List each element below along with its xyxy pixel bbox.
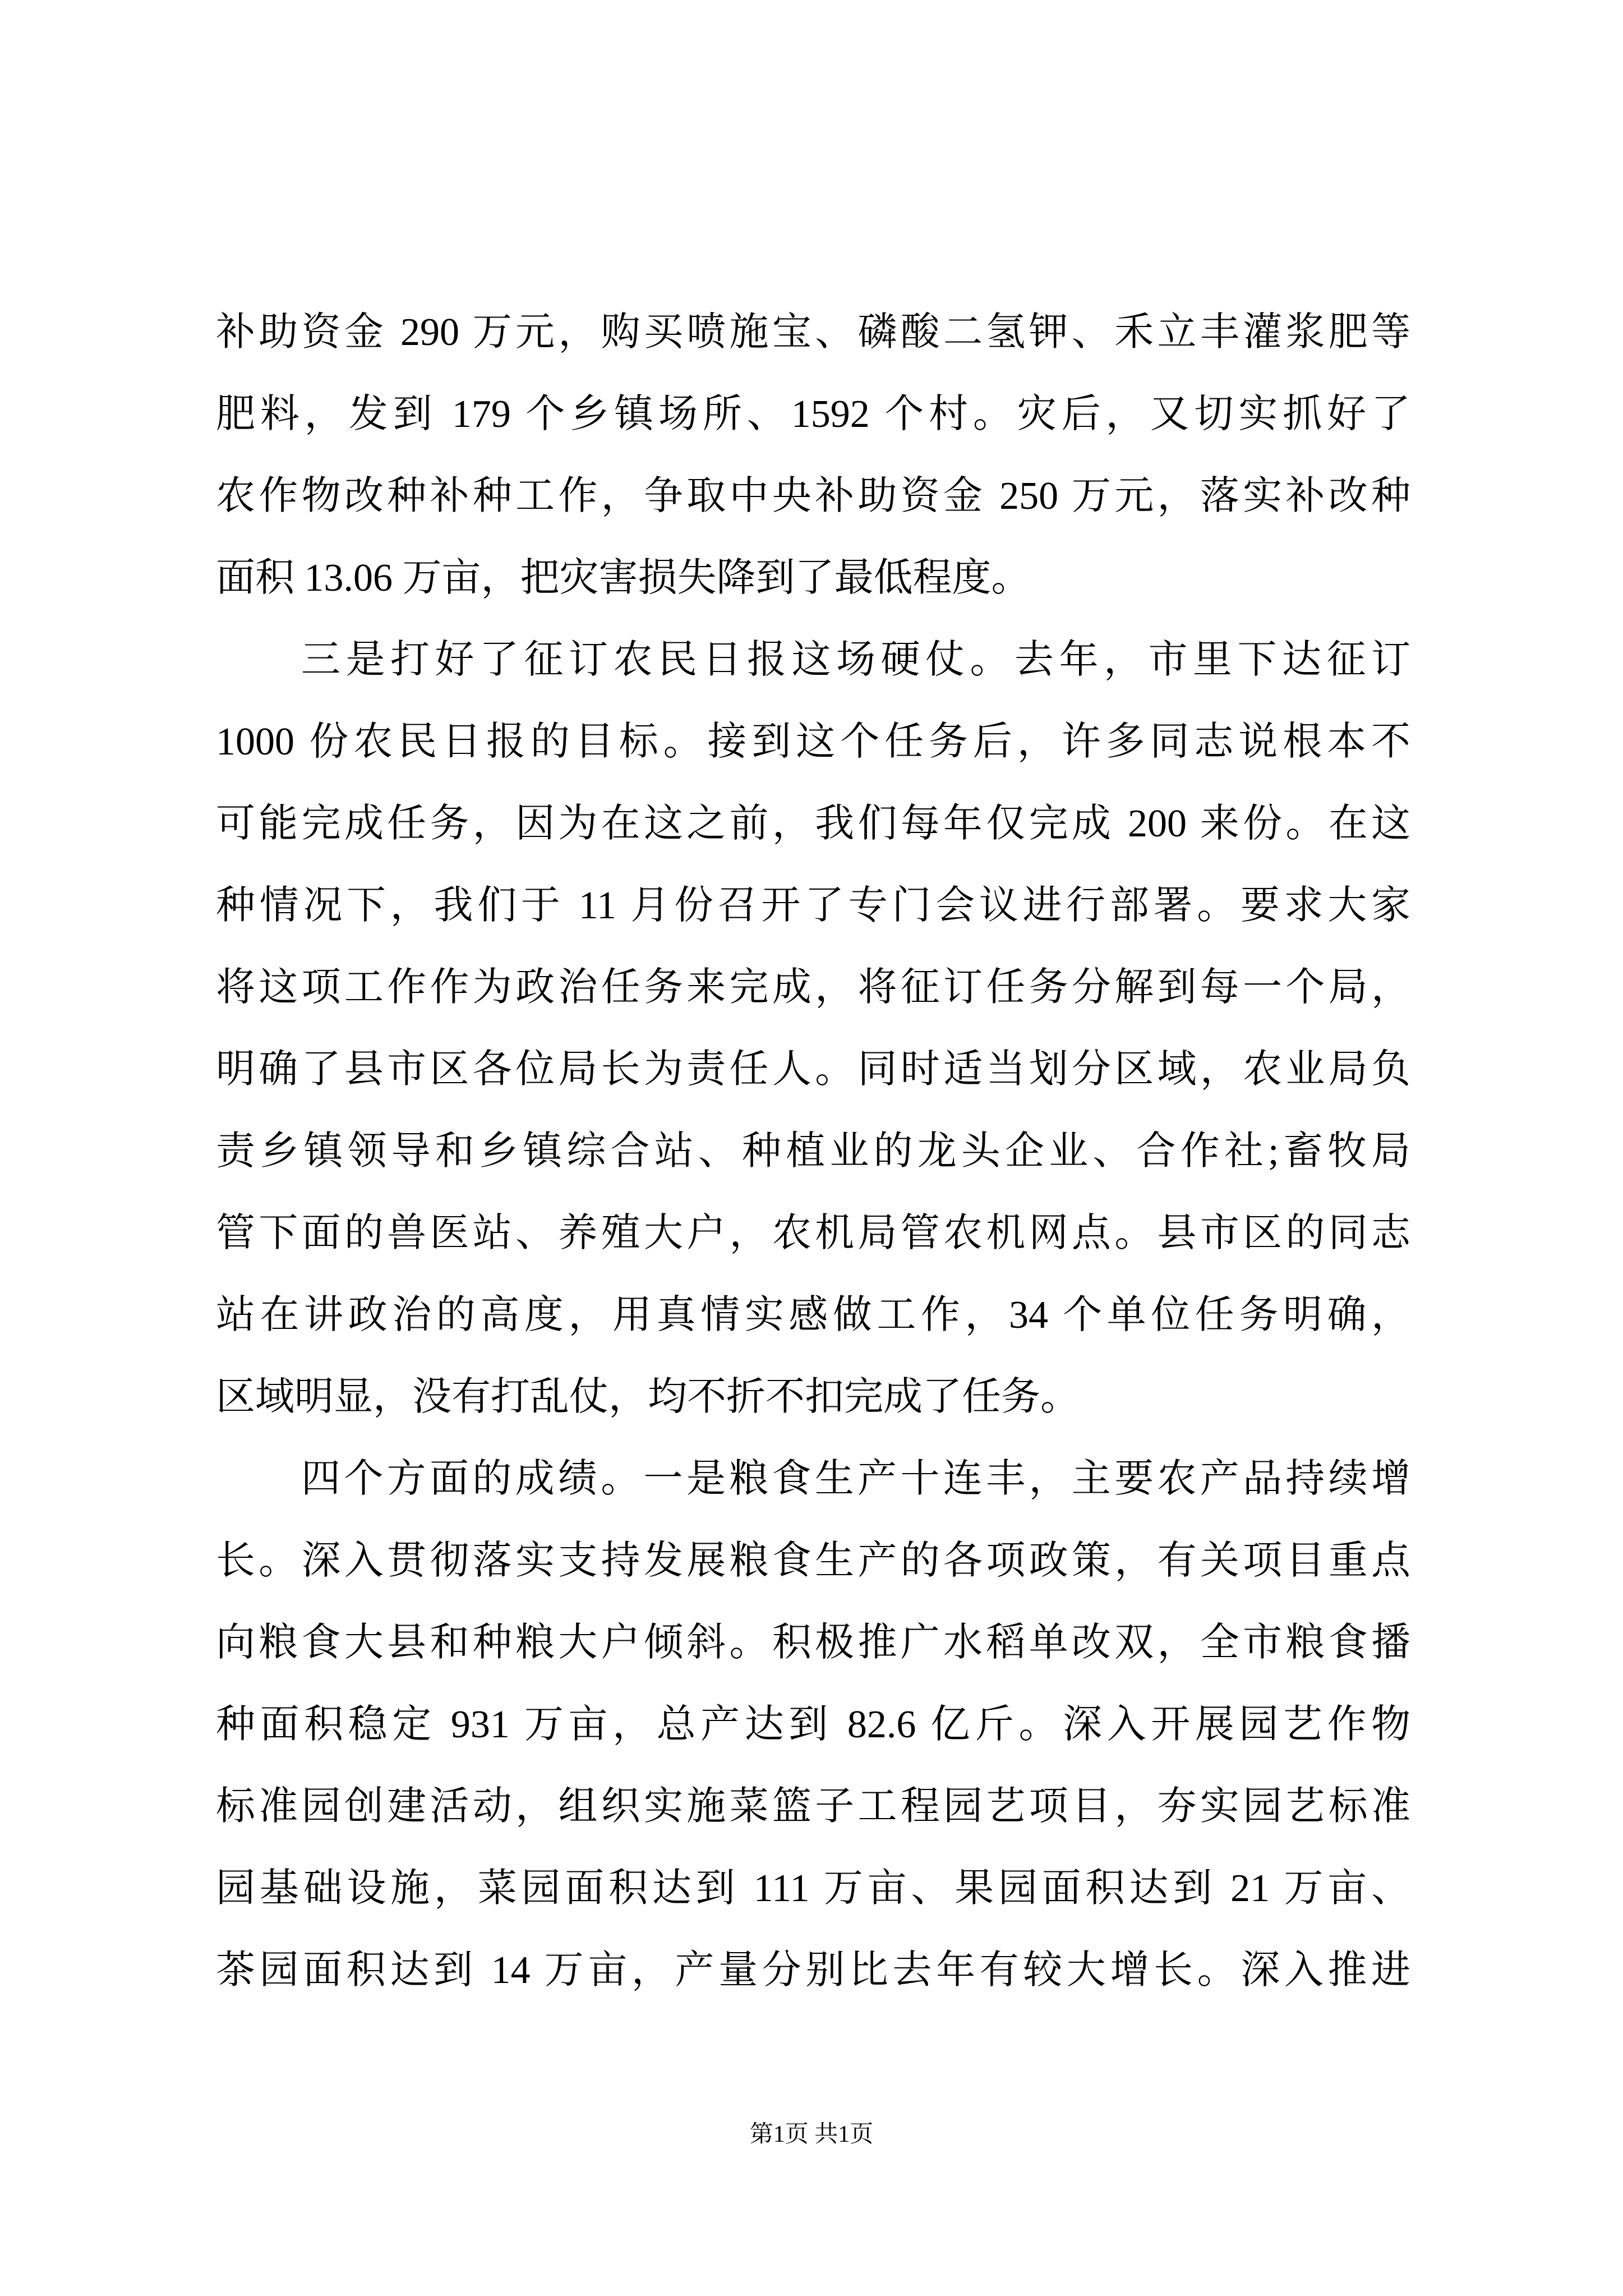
text-line: 明确了县市区各位局长为责任人。同时适当划分区域，农业局负: [216, 1048, 1410, 1091]
text-line: 三是打好了征订农民日报这场硬仗。去年，市里下达征订: [301, 638, 1410, 682]
text-line: 标准园创建活动，组织实施菜篮子工程园艺项目，夯实园艺标准: [216, 1785, 1410, 1828]
text-line: 农作物改种补种工作，争取中央补助资金 250 万元，落实补改种: [216, 475, 1410, 518]
text-line: 向粮食大县和种粮大户倾斜。积极推广水稻单改双，全市粮食播: [216, 1621, 1410, 1664]
text-line: 将这项工作作为政治任务来完成，将征订任务分解到每一个局，: [216, 966, 1410, 1009]
text-line: 1000 份农民日报的目标。接到这个任务后，许多同志说根本不: [216, 720, 1410, 763]
text-line: 茶园面积达到 14 万亩，产量分别比去年有较大增长。深入推进: [216, 1949, 1410, 1992]
text-line: 种面积稳定 931 万亩，总产达到 82.6 亿斤。深入开展园艺作物: [216, 1703, 1410, 1746]
text-line: 四个方面的成绩。一是粮食生产十连丰，主要农产品持续增: [301, 1457, 1410, 1501]
text-line: 区域明显，没有打乱仗，均不折不扣完成了任务。: [216, 1375, 1080, 1419]
text-line: 长。深入贯彻落实支持发展粮食生产的各项政策，有关项目重点: [216, 1539, 1410, 1582]
text-line: 管下面的兽医站、养殖大户，农机局管农机网点。县市区的同志: [216, 1212, 1410, 1255]
text-line: 责乡镇领导和乡镇综合站、种植业的龙头企业、合作社;畜牧局: [216, 1130, 1410, 1173]
page-footer: 第1页 共1页: [749, 2122, 874, 2147]
text-line: 站在讲政治的高度，用真情实感做工作，34 个单位任务明确，: [216, 1294, 1410, 1337]
text-line: 园基础设施，菜园面积达到 111 万亩、果园面积达到 21 万亩、: [216, 1867, 1410, 1910]
text-line: 面积 13.06 万亩，把灾害损失降到了最低程度。: [216, 556, 1031, 600]
text-line: 可能完成任务，因为在这之前，我们每年仅完成 200 来份。在这: [216, 802, 1410, 845]
document-body: [216, 292, 1410, 2012]
text-line: 种情况下，我们于 11 月份召开了专门会议进行部署。要求大家: [216, 884, 1410, 927]
text-line: 补助资金 290 万元，购买喷施宝、磷酸二氢钾、禾立丰灌浆肥等: [216, 311, 1410, 354]
text-line: 肥料，发到 179 个乡镇场所、1592 个村。灾后，又切实抓好了: [216, 393, 1410, 436]
